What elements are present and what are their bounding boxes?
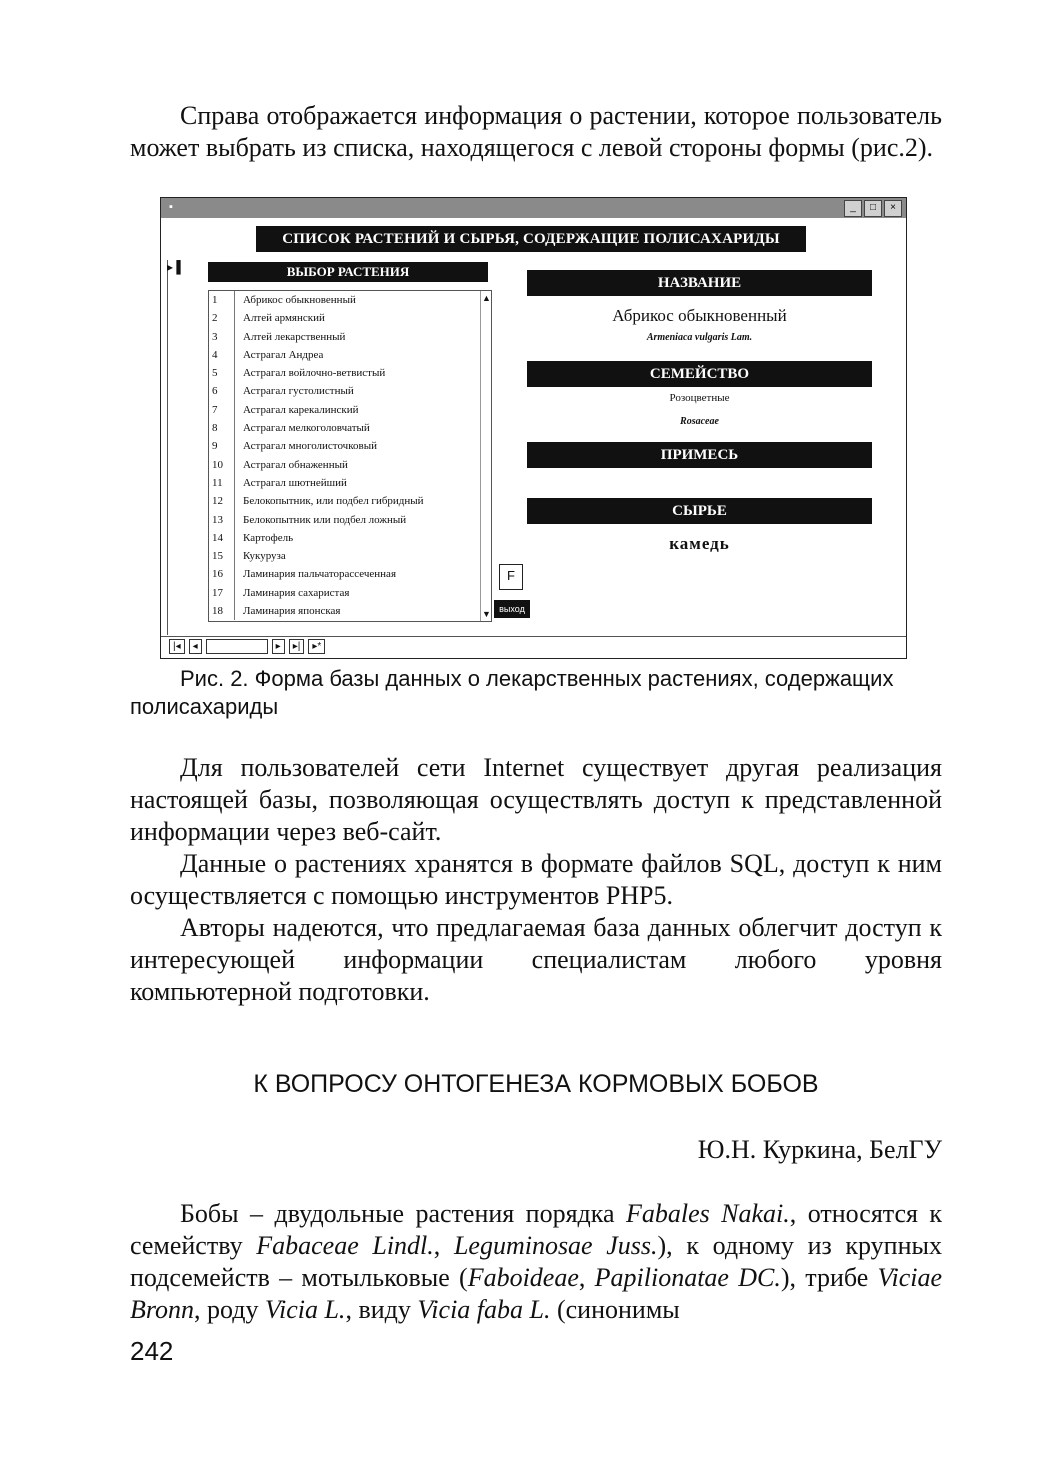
plant-list-item[interactable] <box>209 382 491 400</box>
plant-number: 13 <box>209 511 235 529</box>
plant-name: Ламинария сахаристая <box>243 586 350 599</box>
plant-name: Белокопытник или подбел ложный <box>243 513 407 526</box>
plant-number: 8 <box>209 419 235 437</box>
plant-name-ru: Абрикос обыкновенный <box>612 306 787 325</box>
plant-list-item[interactable] <box>209 565 491 583</box>
list-scrollbar[interactable] <box>480 291 491 621</box>
plant-name: Кукуруза <box>243 550 286 563</box>
article-heading: К ВОПРОСУ ОНТОГЕНЕЗА КОРМОВЫХ БОБОВ <box>253 1070 819 1098</box>
plant-list-item[interactable] <box>209 474 491 492</box>
paragraph-internet: Для пользователей сети Internet существует другая реализация настоящей базы, позволяющая осуществлять доступ к представленной информации через веб-сайт. <box>130 753 942 846</box>
plant-name: Абрикос обыкновенный <box>243 294 356 306</box>
record-pointer-icon: ▸ ▌ <box>167 260 185 274</box>
plant-name: Астрагал Андреа <box>243 348 324 361</box>
plant-name: Алтей лекарственный <box>243 330 346 343</box>
first-record-icon[interactable]: |◂ <box>169 639 185 654</box>
plant-number: 2 <box>209 309 235 327</box>
plant-number: 6 <box>209 382 235 400</box>
plant-name-lat: Armeniaca vulgaris Lam. <box>646 332 753 343</box>
plant-list-item[interactable] <box>209 437 491 455</box>
plant-list-item[interactable] <box>209 492 491 510</box>
plant-name: Алтей армянский <box>243 312 325 325</box>
plant-list-item[interactable] <box>209 291 491 309</box>
figure-caption <box>130 665 942 721</box>
name-header: НАЗВАНИЕ <box>527 270 872 296</box>
caption-text: Рис. 2. Форма базы данных о лекарственных растениях, содержащих полисахариды <box>130 666 894 719</box>
window-titlebar <box>161 198 906 218</box>
plant-select-header: ВЫБОР РАСТЕНИЯ <box>208 262 488 282</box>
family-header: СЕМЕЙСТВО <box>527 361 872 387</box>
plant-list[interactable] <box>208 290 492 622</box>
database-form-figure <box>160 197 907 659</box>
filter-button[interactable]: F <box>499 564 523 590</box>
plant-list-item[interactable] <box>209 456 491 474</box>
scroll-down-icon[interactable]: ▼ <box>482 609 491 619</box>
admixture-header: ПРИМЕСЬ <box>527 442 872 468</box>
plant-number: 18 <box>209 602 235 620</box>
plant-number: 12 <box>209 492 235 510</box>
plant-name: Астрагал шютнейший <box>243 476 347 489</box>
plant-list-item[interactable] <box>209 346 491 364</box>
plant-number: 10 <box>209 456 235 474</box>
plant-number: 9 <box>209 437 235 455</box>
plant-name: Астрагал обнаженный <box>243 458 348 471</box>
window-title: ▪ <box>169 201 173 213</box>
plant-number: 7 <box>209 401 235 419</box>
family-name-ru: Розоцветные <box>669 392 730 404</box>
article-author: Ю.Н. Куркина, БелГУ <box>697 1135 942 1164</box>
plant-list-item[interactable] <box>209 401 491 419</box>
plant-name: Ламинария японская <box>243 605 341 618</box>
plant-list-item[interactable] <box>209 511 491 529</box>
intro-paragraph: Справа отображается информация о растении, которое пользователь может выбрать из списка, находящегося с левой стороны формы (рис.2). <box>130 101 942 162</box>
plant-number: 14 <box>209 529 235 547</box>
plant-name: Белокопытник, или подбел гибридный <box>243 495 424 508</box>
raw-material-value: камедь <box>669 534 730 553</box>
record-selector-bar <box>167 260 168 635</box>
plant-number: 11 <box>209 474 235 492</box>
raw-material-header: СЫРЬЕ <box>527 498 872 524</box>
plant-list-item[interactable] <box>209 328 491 346</box>
plant-name: Астрагал мелкоголовчатый <box>243 422 370 435</box>
scroll-up-icon[interactable]: ▲ <box>482 293 491 303</box>
family-name-lat: Rosaceae <box>680 416 719 427</box>
plant-name: Астрагал войлочно-ветвистый <box>243 367 386 380</box>
plant-number: 17 <box>209 584 235 602</box>
last-record-icon[interactable]: ▸| <box>289 639 305 654</box>
page-number: 242 <box>130 1336 174 1366</box>
record-navigation-bar <box>161 636 906 656</box>
plant-name: Астрагал многолисточковый <box>243 440 377 453</box>
minimize-icon[interactable]: _ <box>844 200 862 217</box>
record-number-input[interactable] <box>206 639 268 654</box>
next-record-icon[interactable]: ▸ <box>272 639 285 654</box>
plant-number: 3 <box>209 328 235 346</box>
plant-list-item[interactable] <box>209 419 491 437</box>
paragraph-sql: Данные о растениях хранятся в формате файлов SQL, доступ к ним осуществляется с помощью инструментов PHP5. <box>130 849 942 910</box>
plant-number: 15 <box>209 547 235 565</box>
plant-name: Астрагал густолистный <box>243 385 354 398</box>
plant-number: 1 <box>209 291 235 309</box>
plant-number: 4 <box>209 346 235 364</box>
exit-button[interactable]: выход <box>494 600 530 618</box>
plant-name: Ламинария пальчаторассеченная <box>243 568 397 581</box>
plant-list-item[interactable] <box>209 364 491 382</box>
plant-list-item[interactable] <box>209 547 491 565</box>
maximize-icon[interactable]: □ <box>864 200 882 217</box>
paragraph-beans: Бобы – двудольные растения порядка Fabales Nakai., относятся к семейству Fabaceae Lindl., Leguminosae Juss.), к одному из крупных подсемейств – мотыльковые (Faboideae, Papilionatae DC.), трибе Viciae Bronn, роду Vicia L., виду Vicia faba L. (синонимы <box>130 1199 943 1324</box>
plant-list-item[interactable] <box>209 584 491 602</box>
new-record-icon[interactable]: ▸* <box>308 639 325 654</box>
plant-number: 5 <box>209 364 235 382</box>
plant-list-item[interactable] <box>209 602 491 620</box>
plant-list-item[interactable] <box>209 529 491 547</box>
prev-record-icon[interactable]: ◂ <box>189 639 202 654</box>
plant-name: Картофель <box>243 531 294 544</box>
plant-list-item[interactable] <box>209 309 491 327</box>
plant-number: 16 <box>209 565 235 583</box>
window-controls <box>844 200 902 217</box>
plant-name: Астрагал карекалинский <box>243 403 359 416</box>
paragraph-authors: Авторы надеются, что предлагаемая база данных облегчит доступ к интересующей информации специалистам любого уровня компьютерной подготовки. <box>130 913 942 1006</box>
form-title: СПИСОК РАСТЕНИЙ И СЫРЬЯ, СОДЕРЖАЩИЕ ПОЛИСАХАРИДЫ <box>256 226 806 252</box>
close-icon[interactable]: × <box>884 200 902 217</box>
